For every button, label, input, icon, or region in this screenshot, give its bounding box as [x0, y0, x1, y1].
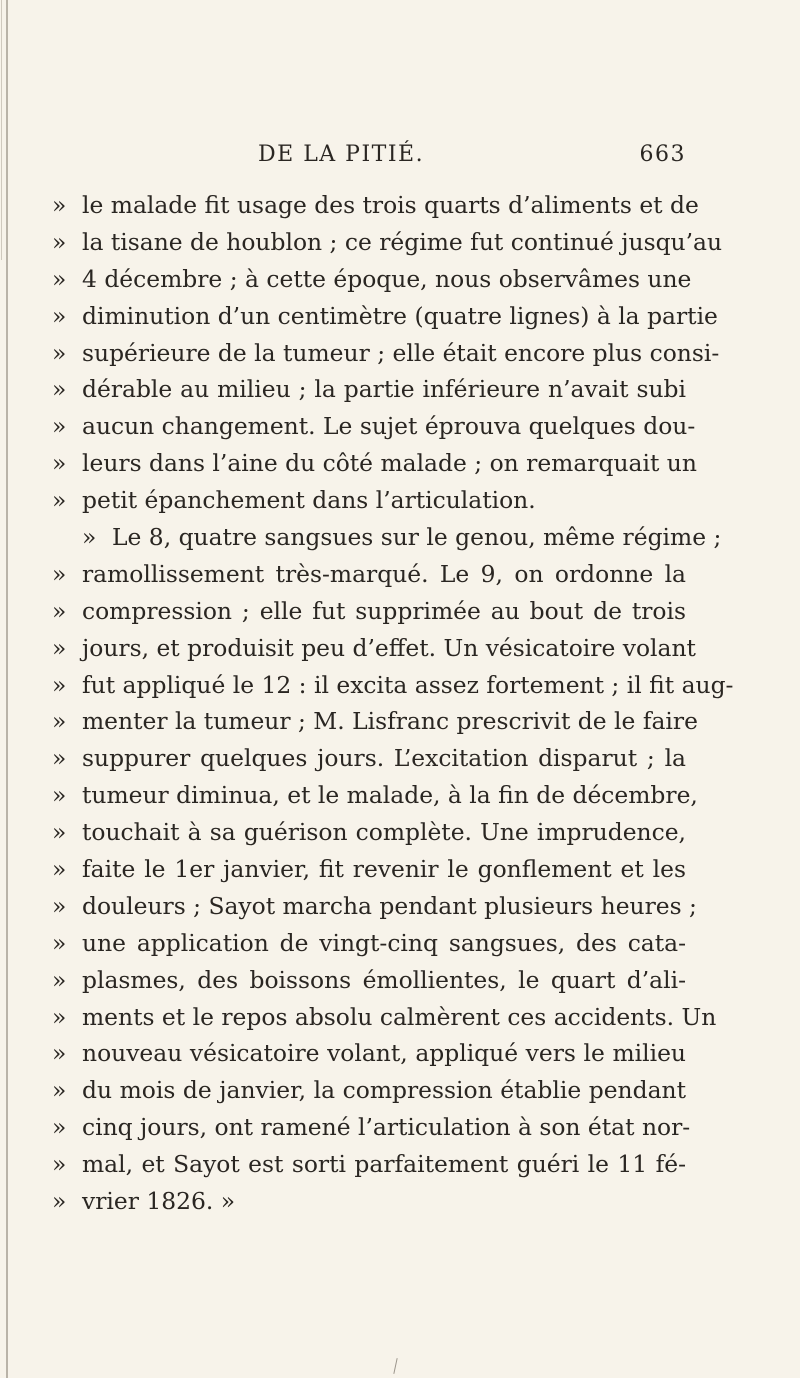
line-text: du mois de janvier, la compression établie pendant: [82, 1076, 686, 1105]
guillemet: »: [52, 781, 67, 810]
line-text: dérable au milieu ; la partie inférieure n’avait subi: [82, 375, 686, 404]
guillemet: »: [52, 744, 67, 773]
text-line: [0, 298, 800, 335]
line-text: menter la tumeur ; M. Lisfranc prescrivit de le faire: [82, 707, 698, 736]
guillemet: »: [52, 486, 67, 515]
guillemet: »: [52, 855, 67, 884]
text-line: [0, 851, 800, 888]
guillemet: »: [52, 191, 67, 219]
guillemet: »: [52, 1187, 67, 1216]
line-text: fut appliqué le 12 : il excita assez fortement ; il fit aug-: [82, 670, 734, 699]
text-line: [0, 888, 800, 925]
line-text: plasmes, des boissons émollientes, le quart d’ali-: [82, 965, 686, 994]
text-line: [0, 408, 800, 445]
guillemet: »: [52, 227, 67, 256]
text-line: [0, 630, 800, 667]
text-line: [0, 593, 800, 630]
guillemet: »: [52, 1039, 67, 1068]
guillemet: »: [52, 818, 67, 847]
line-text: une application de vingt-cinq sangsues, des cata-: [82, 928, 686, 957]
guillemet: »: [52, 1002, 67, 1031]
line-text: le malade fit usage des trois quarts d’aliments et de: [82, 191, 699, 219]
guillemet: »: [52, 965, 67, 994]
line-text: petit épanchement dans l’articulation.: [82, 486, 536, 515]
guillemet: »: [52, 559, 67, 588]
text-line: [0, 1072, 800, 1109]
text-line: [0, 814, 800, 851]
text-line: [0, 925, 800, 962]
guillemet: »: [52, 633, 67, 662]
guillemet: »: [52, 1076, 67, 1105]
line-text: supérieure de la tumeur ; elle était encore plus consi-: [82, 338, 720, 367]
text-line: [0, 371, 800, 408]
line-text: aucun changement. Le sujet éprouva quelques dou-: [82, 412, 696, 441]
guillemet: »: [52, 301, 67, 330]
line-text: touchait à sa guérison complète. Une imprudence,: [82, 818, 686, 847]
line-text: la tisane de houblon ; ce régime fut continué jusqu’au: [82, 227, 723, 256]
text-line: [0, 1183, 800, 1220]
line-text: douleurs ; Sayot marcha pendant plusieurs heures ;: [82, 891, 697, 920]
line-text: nouveau vésicatoire volant, appliqué vers le milieu: [82, 1039, 686, 1068]
line-text: 4 décembre ; à cette époque, nous observâmes une: [82, 264, 692, 293]
guillemet: »: [52, 670, 67, 699]
text-line: [0, 556, 800, 593]
guillemet: »: [52, 1150, 67, 1179]
line-text: diminution d’un centimètre (quatre lignes) à la partie: [82, 301, 718, 330]
guillemet: »: [52, 891, 67, 920]
line-text: suppurer quelques jours. L’excitation disparut ; la: [82, 744, 686, 773]
text-line: [0, 777, 800, 814]
text-line: [0, 1035, 800, 1072]
guillemet: »: [52, 707, 67, 736]
line-text: cinq jours, ont ramené l’articulation à son état nor-: [82, 1113, 691, 1142]
line-text: tumeur diminua, et le malade, à la fin de décembre,: [82, 781, 698, 810]
line-text: ramollissement très-marqué. Le 9, on ordonne la: [82, 559, 686, 588]
text-line: [0, 445, 800, 482]
line-text: jours, et produisit peu d’effet. Un vésicatoire volant: [82, 633, 696, 662]
line-text: leurs dans l’aine du côté malade ; on remarquait un: [82, 449, 697, 478]
text-line: [0, 187, 800, 224]
text-line: [0, 1146, 800, 1183]
text-line: [0, 999, 800, 1036]
text-line: [0, 740, 800, 777]
text-line: [0, 519, 800, 556]
line-text: ments et le repos absolu calmèrent ces accidents. Un: [82, 1002, 717, 1031]
stray-pencil-mark: [393, 1358, 397, 1374]
text-line: [0, 703, 800, 740]
line-text: vrier 1826. »: [82, 1187, 236, 1216]
guillemet: »: [52, 1113, 67, 1142]
page-number: 663: [639, 142, 686, 167]
text-line: [0, 224, 800, 261]
line-text: compression ; elle fut supprimée au bout de trois: [82, 596, 686, 625]
line-text: mal, et Sayot est sorti parfaitement guéri le 11 fé-: [82, 1150, 686, 1179]
line-text: Le 8, quatre sangsues sur le genou, même régime ;: [112, 523, 722, 552]
running-title: DE LA PITIÉ.: [258, 142, 425, 167]
guillemet: »: [52, 375, 67, 404]
guillemet: »: [52, 596, 67, 625]
text-line: [0, 482, 800, 519]
body-text: [0, 187, 800, 1220]
running-head: [258, 142, 686, 172]
guillemet: »: [52, 928, 67, 957]
text-line: [0, 261, 800, 298]
text-line: [0, 962, 800, 999]
guillemet: »: [52, 412, 67, 441]
guillemet: »: [82, 523, 97, 552]
text-line: [0, 335, 800, 372]
text-line: [0, 1109, 800, 1146]
guillemet: »: [52, 264, 67, 293]
text-line: [0, 667, 800, 704]
guillemet: »: [52, 338, 67, 367]
guillemet: »: [52, 449, 67, 478]
line-text: faite le 1er janvier, fit revenir le gonflement et les: [82, 855, 686, 884]
